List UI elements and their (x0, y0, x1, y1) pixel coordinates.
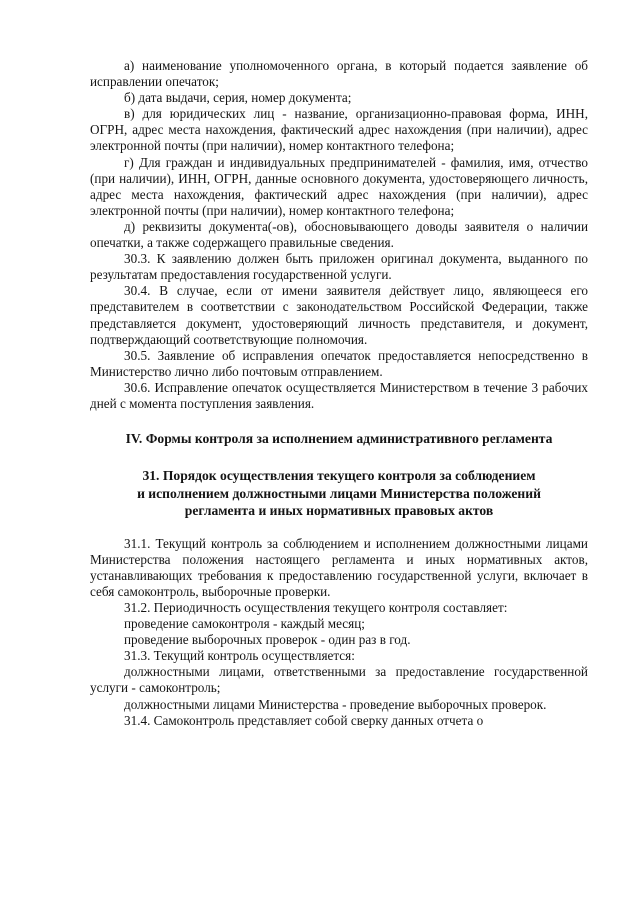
paragraph-31-4: 31.4. Самоконтроль представляет собой сверку данных отчета о (124, 712, 484, 728)
paragraph-30-3: 30.3. К заявлению должен быть приложен оригинал документа, выданного по результатам предоставления государственной услуги. (90, 251, 588, 283)
chapter-heading: IV. Формы контроля за исполнением административного регламента (125, 431, 553, 447)
list-item: проведение самоконтроля - каждый месяц; (124, 616, 365, 632)
section-heading-line: регламента и иных нормативных правовых актов (184, 503, 494, 519)
paragraph-30-5: 30.5. Заявление об исправления опечаток предоставляется непосредственно в Министерство лично либо почтовым отправлением. (90, 347, 588, 379)
paragraph-item-b: б) дата выдачи, серия, номер документа; (124, 90, 352, 106)
paragraph-31-1: 31.1. Текущий контроль за соблюдением и исполнением должностными лицами Министерства положения настоящего регламента и иных нормативных актов, устанавливающих требования к предоставлению государственной услуги, включает в себя самоконтроль, выборочные проверки. (90, 535, 588, 599)
section-heading (90, 467, 588, 520)
paragraph-30-4: 30.4. В случае, если от имени заявителя действует лицо, являющееся его представителем в соответствии с законодательством Российской Федерации, также представляется документ, удостоверяющий личность представителя, и документ, подтверждающий соответствующие полномочия. (90, 283, 588, 347)
section-heading-line: 31. Порядок осуществления текущего контроля за соблюдением (142, 468, 536, 484)
list-item: должностными лицами, ответственными за предоставление государственной услуги - самоконтроль; (90, 664, 588, 696)
list-item: должностными лицами Министерства - проведение выборочных проверок. (124, 696, 547, 712)
paragraph-item-d: д) реквизиты документа(-ов), обосновывающего доводы заявителя о наличии опечатки, а также содержащего правильные сведения. (90, 218, 588, 251)
paragraph-item-v: в) для юридических лиц - название, организационно-правовая форма, ИНН, ОГРН, адрес места нахождения, фактический адрес нахождения (при наличии), адрес электронной почты (при наличии), номер контактного телефона; (90, 106, 588, 154)
document-body (90, 58, 588, 729)
list-item: проведение выборочных проверок - один раз в год. (124, 632, 411, 648)
paragraph-item-g: г) Для граждан и индивидуальных предпринимателей - фамилия, имя, отчество (при наличии), ИНН, ОГРН, данные основного документа, удостоверяющего личность, адрес места нахождения, фактический адрес нахождения (при наличии), адрес электронной почты (при наличии), номер контактного телефона; (90, 154, 588, 218)
paragraph-31-2: 31.2. Периодичность осуществления текущего контроля составляет: (124, 599, 508, 615)
section-heading-line: и исполнением должностными лицами Министерства положений (137, 485, 541, 501)
paragraph-31-3: 31.3. Текущий контроль осуществляется: (124, 648, 355, 664)
paragraph-30-6: 30.6. Исправление опечаток осуществляется Министерством в течение 3 рабочих дней с момента поступления заявления. (90, 379, 588, 411)
paragraph-item-a: а) наименование уполномоченного органа, в который подается заявление об исправлении опечаток; (90, 58, 588, 90)
